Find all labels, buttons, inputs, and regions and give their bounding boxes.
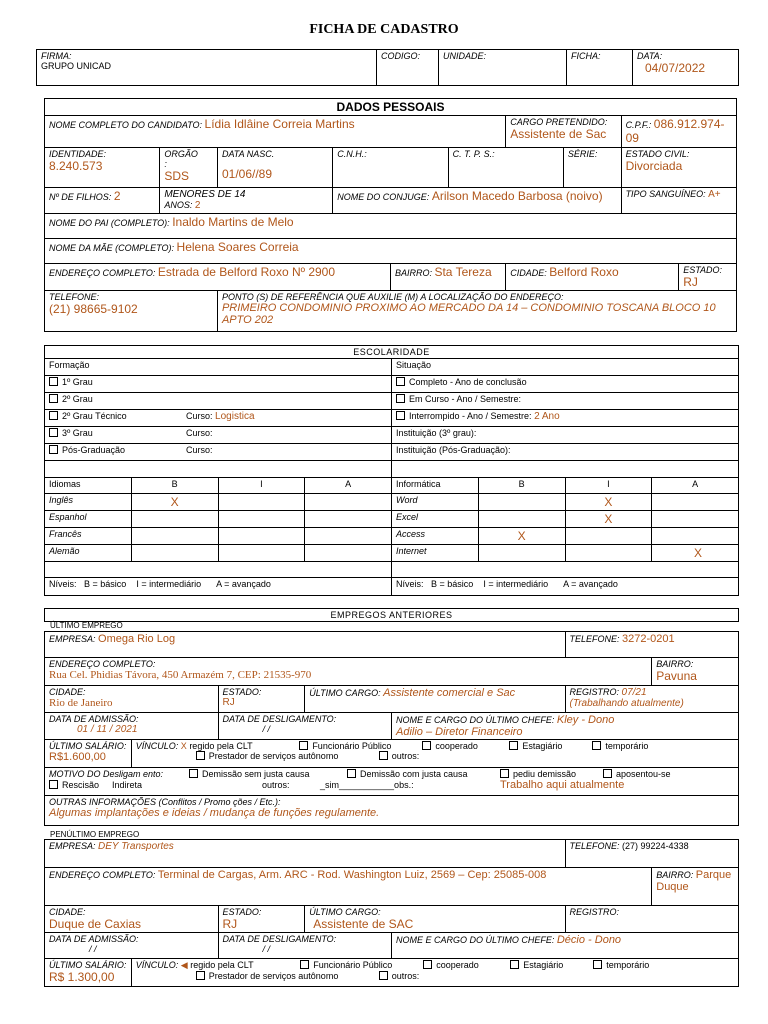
emp-estado-cell[interactable]: ESTADO: RJ xyxy=(218,686,305,713)
completo-row[interactable]: Completo - Ano de conclusão xyxy=(392,376,739,393)
grau1-checkbox[interactable] xyxy=(49,377,58,386)
p-empresa-cell[interactable]: EMPRESA: DEY Transportes xyxy=(45,840,566,868)
serie-cell[interactable]: SÉRIE: xyxy=(563,148,621,188)
aposent-checkbox[interactable] xyxy=(603,769,612,778)
inst3-row[interactable]: Instituição (3º grau): xyxy=(392,427,739,444)
emcurso-checkbox[interactable] xyxy=(396,394,405,403)
sangue-cell[interactable]: TIPO SANGUÍNEO: A+ xyxy=(621,188,736,214)
ultimo-emprego-table xyxy=(44,631,739,826)
p-temporario-checkbox[interactable] xyxy=(593,960,602,969)
dados-pessoais-title: DADOS PESSOAIS xyxy=(45,99,737,116)
data-cell[interactable]: DATA: 04/07/2022 xyxy=(633,50,739,86)
completo-checkbox[interactable] xyxy=(396,377,405,386)
firma-cell[interactable]: FIRMA: GRUPO UNICAD xyxy=(37,50,377,86)
internet-a-mark[interactable]: X xyxy=(652,545,739,562)
empregos-title-table xyxy=(44,608,739,622)
excel-label: Excel xyxy=(392,511,479,528)
clt-marker-icon[interactable]: ◀ xyxy=(180,960,188,970)
emcurso-row[interactable]: Em Curso - Ano / Semestre: xyxy=(392,393,739,410)
ultimo-emprego-label: ÚLTIMO EMPREGO xyxy=(50,621,123,630)
dem-com-checkbox[interactable] xyxy=(347,769,356,778)
penultimo-emprego-table xyxy=(44,839,739,987)
penultimo-emprego-label: PENÚLTIMO EMPREGO xyxy=(50,830,140,839)
grau1-row[interactable]: 1º Grau xyxy=(45,376,392,393)
situacao-header: Situação xyxy=(392,359,739,376)
admissao-cell[interactable]: DATA DE ADMISSÃO: 01 / 11 / 2021 xyxy=(45,713,219,740)
p-cidade-cell[interactable]: CIDADE: Duque de Caxias xyxy=(45,906,219,933)
referencia-cell[interactable]: PONTO (S) DE REFERÊNCIA QUE AUXILIE (M) A LOCALIZAÇÃO DO ENDEREÇO: PRIMEIRO CONDOMINIO PROXIMO AO MERCADO DA 14 – CONDOMINIO TOSCANA BLOCO 10 APTO 202 xyxy=(217,291,736,332)
menores-cell[interactable]: MENORES DE 14 ANOS: 2 xyxy=(160,188,333,214)
frances-label: Francês xyxy=(45,528,132,545)
cidade-cell[interactable]: CIDADE: Belford Roxo xyxy=(506,264,679,291)
escolaridade-table: ESCOLARIDADE Formação Situação 1º Grau Completo - Ano de conclusão 2º Grau Em Curso - Ano / Semestre: 2º Grau Técnico Curso: Logistica Interrompido - Ano / Semestre: 2 Ano 3º Grau Curso: Instituição (3º grau): Pós-Graduação Curso: Instituição (Pós-Graduação): Idiomas B I A Informática B I A Inglês X Word X Espanhol Excel X Francês Access X Alemão Internet X Níveis: B = básico I = intermediário A = avançado Níveis: B = básico I = intermediário A = avançado xyxy=(44,345,739,596)
codigo-cell[interactable]: CODIGO: xyxy=(377,50,439,86)
cpf-cell[interactable]: C.P.F.: 086.912.974-09 xyxy=(621,116,736,148)
internet-label: Internet xyxy=(392,545,479,562)
endereco-cell[interactable]: ENDEREÇO COMPLETO: Estrada de Belford Roxo Nº 2900 xyxy=(45,264,391,291)
unidade-cell[interactable]: UNIDADE: xyxy=(439,50,567,86)
pos-row[interactable]: Pós-Graduação Curso: xyxy=(45,444,392,461)
orgao-cell[interactable]: ORGÃO : SDS xyxy=(160,148,218,188)
motivo-cell[interactable]: MOTIVO DO Desligam ento: Demissão sem justa causa Demissão com justa causa pediu demissão aposentou-se Rescisão Indireta outros: _sim___________obs.: Trabalho aqui atualmente xyxy=(45,768,739,796)
p-cooperado-checkbox[interactable] xyxy=(423,960,432,969)
temporario-checkbox[interactable] xyxy=(592,741,601,750)
empregos-title: EMPREGOS ANTERIORES xyxy=(45,609,739,622)
ctps-cell[interactable]: C. T. P. S.: xyxy=(448,148,563,188)
p-bairro-cell[interactable]: BAIRRO: Parque Duque xyxy=(652,868,739,906)
p-estado-cell[interactable]: ESTADO: RJ xyxy=(218,906,305,933)
word-label: Word xyxy=(392,494,479,511)
telefone-cell[interactable]: TELEFONE: (21) 98665-9102 xyxy=(45,291,218,332)
formacao-header: Formação xyxy=(45,359,392,376)
p-outros-checkbox[interactable] xyxy=(379,971,388,980)
dados-pessoais-table xyxy=(44,98,737,332)
p-admissao-cell[interactable]: DATA DE ADMISSÃO: / / xyxy=(45,933,219,959)
idiomas-header: Idiomas xyxy=(45,478,132,494)
cooperado-checkbox[interactable] xyxy=(422,741,431,750)
cnh-cell[interactable]: C.N.H.: xyxy=(333,148,448,188)
func-pub-checkbox[interactable] xyxy=(299,741,308,750)
grau2-checkbox[interactable] xyxy=(49,394,58,403)
bairro-cell[interactable]: BAIRRO: Sta Tereza xyxy=(390,264,505,291)
niveis-legend-left: Níveis: B = básico I = intermediário A = avançado xyxy=(45,578,392,596)
p-registro-cell[interactable]: REGISTRO: xyxy=(565,906,739,933)
emp-registro-cell[interactable]: REGISTRO: 07/21 (Trabalhando atualmente) xyxy=(565,686,739,713)
pos-checkbox[interactable] xyxy=(49,445,58,454)
p-chefe-cell[interactable]: NOME E CARGO DO ÚLTIMO CHEFE: Décio - Dono xyxy=(392,933,739,959)
outros-checkbox[interactable] xyxy=(379,751,388,760)
rescisao-checkbox[interactable] xyxy=(49,780,58,789)
ficha-cell[interactable]: FICHA: xyxy=(567,50,633,86)
empresa-cell[interactable]: EMPRESA: Omega Rio Log xyxy=(45,632,566,658)
p-salario-cell[interactable]: ÚLTIMO SALÁRIO: R$ 1.300,00 xyxy=(45,959,132,987)
p-desligamento-cell[interactable]: DATA DE DESLIGAMENTO: / / xyxy=(218,933,392,959)
niveis-legend-right: Níveis: B = básico I = intermediário A = avançado xyxy=(392,578,739,596)
espanhol-label: Espanhol xyxy=(45,511,132,528)
escolaridade-title: ESCOLARIDADE xyxy=(45,346,739,359)
emp-cargo-cell[interactable]: ÚLTIMO CARGO: Assistente comercial e Sac xyxy=(305,686,565,713)
vinculo-cell[interactable]: VÍNCULO: X regido pela CLT Funcionário Público cooperado Estagiário temporário Prestador de serviços autônomo outros: xyxy=(131,740,738,768)
grau3-row[interactable]: 3º Grau Curso: xyxy=(45,427,392,444)
alemao-label: Alemão xyxy=(45,545,132,562)
emp-telefone-cell[interactable]: TELEFONE: 3272-0201 xyxy=(565,632,739,658)
p-vinculo-cell[interactable]: VÍNCULO: ◀ regido pela CLT Funcionário Público cooperado Estagiário temporário Prestador de serviços autônomo outros: xyxy=(131,959,738,987)
interrompido-row[interactable]: Interrompido - Ano / Semestre: 2 Ano xyxy=(392,410,739,427)
dem-sem-checkbox[interactable] xyxy=(189,769,198,778)
pai-cell[interactable]: NOME DO PAI (COMPLETO): Inaldo Martins de Melo xyxy=(45,214,737,239)
p-prestador-checkbox[interactable] xyxy=(196,971,205,980)
p-estagiario-checkbox[interactable] xyxy=(510,960,519,969)
nasc-cell[interactable]: DATA NASC. 01/06//89 xyxy=(217,148,332,188)
estagiario-checkbox[interactable] xyxy=(509,741,518,750)
p-endereco-cell[interactable]: ENDEREÇO COMPLETO: Terminal de Cargas, Arm. ARC - Rod. Washington Luiz, 2569 – Cep: 25085-008 xyxy=(45,868,652,906)
desligamento-cell[interactable]: DATA DE DESLIGAMENTO: / / xyxy=(218,713,392,740)
emp-bairro-cell[interactable]: BAIRRO: Pavuna xyxy=(652,658,739,686)
prestador-checkbox[interactable] xyxy=(196,751,205,760)
grau3-checkbox[interactable] xyxy=(49,428,58,437)
filhos-cell[interactable]: Nº DE FILHOS: 2 xyxy=(45,188,160,214)
p-telefone-cell[interactable]: TELEFONE: (27) 99224-4338 xyxy=(565,840,739,868)
identidade-cell[interactable]: IDENTIDADE: 8.240.573 xyxy=(45,148,160,188)
header-table xyxy=(36,49,739,86)
chefe-cell[interactable]: NOME E CARGO DO ÚLTIMO CHEFE: Kley - Dono Adilio – Diretor Financeiro xyxy=(392,713,739,740)
conjuge-cell[interactable]: NOME DO CONJUGE: Arilson Macedo Barbosa (noivo) xyxy=(333,188,621,214)
estado-cell[interactable]: ESTADO: RJ xyxy=(679,264,737,291)
access-label: Access xyxy=(392,528,479,545)
mae-cell[interactable]: NOME DA MÃE (COMPLETO): Helena Soares Correia xyxy=(45,239,737,264)
outras-cell[interactable]: OUTRAS INFORMAÇÕES (Conflitos / Promo ções / Etc.): Algumas implantações e ideias / mudança de funções regulamente. xyxy=(45,796,739,826)
excel-i-mark[interactable]: X xyxy=(565,511,652,528)
instpos-row[interactable]: Instituição (Pós-Graduação): xyxy=(392,444,739,461)
civil-cell[interactable]: ESTADO CIVIL: Divorciada xyxy=(621,148,736,188)
nome-cell[interactable]: NOME COMPLETO DO CANDIDATO: Lídia Idlâine Correia Martins xyxy=(45,116,506,148)
ingles-label: Inglês xyxy=(45,494,132,511)
emp-cidade-cell[interactable]: CIDADE: Rio de Janeiro xyxy=(45,686,219,713)
ingles-b-mark[interactable]: X xyxy=(131,494,218,511)
grau2t-row[interactable]: 2º Grau Técnico Curso: Logistica xyxy=(45,410,392,427)
cargo-cell[interactable]: CARGO PRETENDIDO: Assistente de Sac xyxy=(506,116,621,148)
grau2-row[interactable]: 2º Grau xyxy=(45,393,392,410)
pedido-checkbox[interactable] xyxy=(500,769,509,778)
clt-mark[interactable]: X xyxy=(180,741,187,751)
emp-endereco-cell[interactable]: ENDEREÇO COMPLETO: Rua Cel. Phidias Távora, 450 Armazém 7, CEP: 21535-970 xyxy=(45,658,652,686)
form-title: FICHA DE CADASTRO xyxy=(309,22,459,37)
grau2t-checkbox[interactable] xyxy=(49,411,58,420)
informatica-header: Informática xyxy=(392,478,479,494)
salario-cell[interactable]: ÚLTIMO SALÁRIO: R$1.600,00 xyxy=(45,740,132,768)
word-i-mark[interactable]: X xyxy=(565,494,652,511)
p-cargo-cell[interactable]: ÚLTIMO CARGO: Assistente de SAC xyxy=(305,906,565,933)
p-func-pub-checkbox[interactable] xyxy=(300,960,309,969)
access-b-mark[interactable]: X xyxy=(478,528,565,545)
interrompido-checkbox[interactable] xyxy=(396,411,405,420)
